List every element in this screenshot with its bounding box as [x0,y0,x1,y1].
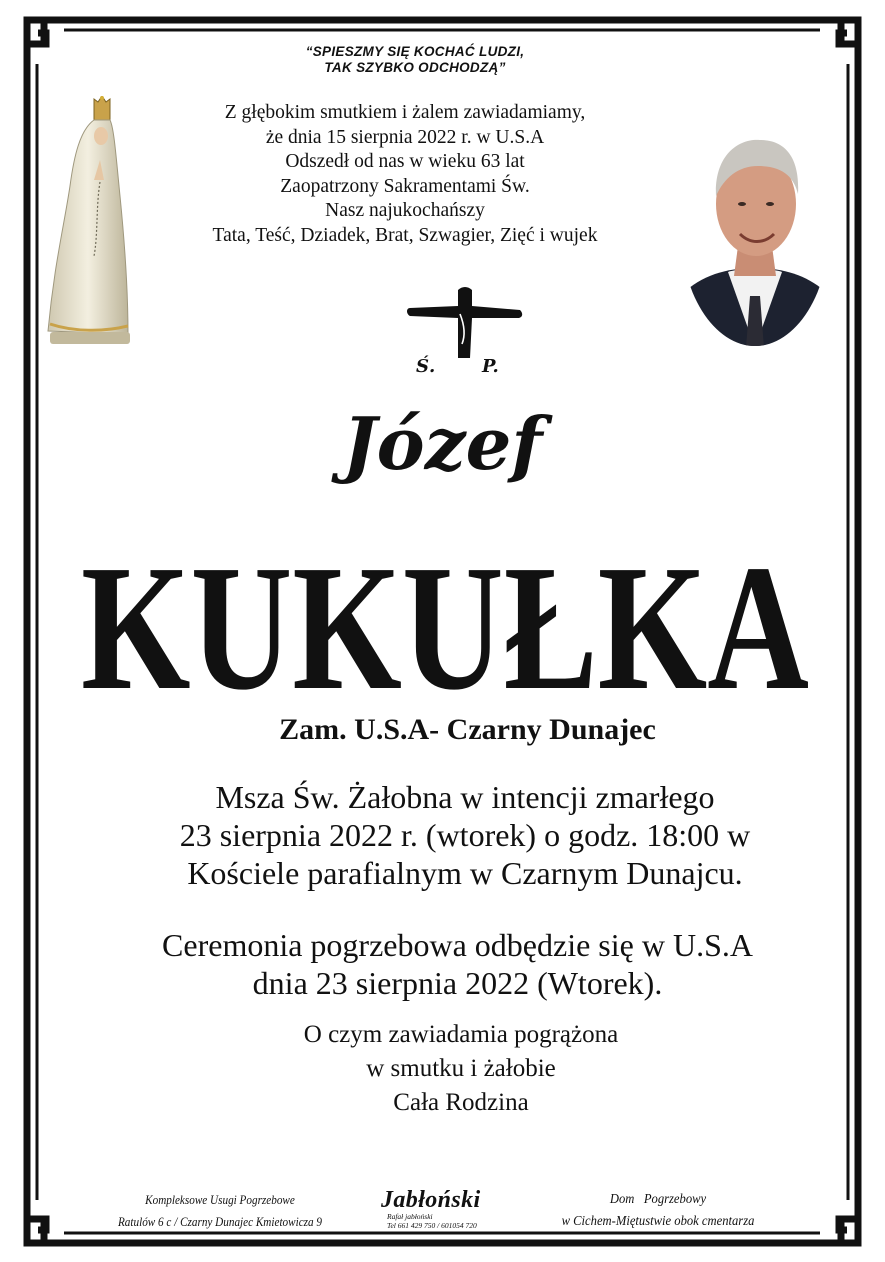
intro-line-1: Z głębokim smutkiem i żalem zawiadamiamy, [224,102,586,123]
quote-line-2: TAK SZYBKO ODCHODZĄ” [324,60,506,75]
intro-line-5: Nasz najukochańszy [325,200,485,221]
quote-line-1: “SPIESZMY SIĘ KOCHAĆ LUDZI, [305,44,525,59]
footer-right-line-2: w Cichem-Miętustwie obok cmentarza [561,1214,755,1229]
logo-contact [387,1212,477,1230]
closing-text [0,1018,885,1120]
footer-right-line-1: Dom Pogrzebowy [609,1192,707,1207]
cross-label: Ś. P. [402,284,404,285]
closing-line-1: O czym zawiadamia pogrążona [303,1021,619,1048]
residence: Zam. U.S.A- Czarny Dunajec [279,713,656,746]
intro-text [140,101,670,248]
surname: KUKUŁKA [81,528,809,712]
footer-left-line-2: Ratulów 6 c / Czarny Dunajec Kmietowicza 9 [117,1214,323,1229]
footer-funeral-services [117,1189,323,1233]
mass-announcement [0,778,885,892]
ceremony-line-2: dnia 23 sierpnia 2022 (Wtorek). [252,965,663,1001]
header-quote [180,44,650,76]
ceremony-line-1: Ceremonia pogrzebowa odbędzie się w U.S.A [162,927,753,963]
intro-line-6: Tata, Teść, Dziadek, Brat, Szwagier, Zięć i wujek [212,224,598,246]
ceremony-announcement [0,926,885,1002]
portrait-photo [680,96,830,348]
madonna-statue-icon [44,96,136,348]
logo-phone: Tel 661 429 750 / 601054 720 [387,1221,477,1230]
mass-line-2: 23 sierpnia 2022 r. (wtorek) o godz. 18:00 w [179,817,751,853]
intro-line-2: że dnia 15 sierpnia 2022 r. w U.S.A [265,126,545,148]
svg-text:P.: P. [482,356,499,376]
cross-icon [402,284,526,376]
mass-line-3: Kościele parafialnym w Czarnym Dunajcu. [187,855,743,891]
closing-line-2: w smutku i żałobie [366,1055,556,1082]
closing-line-3: Cała Rodzina [393,1089,529,1116]
svg-text:Ś.: Ś. [416,356,436,376]
first-name: Józef [342,401,543,486]
logo-owner: Rafał jabłoński [387,1212,433,1221]
footer-funeral-home [541,1189,775,1233]
mass-line-1: Msza Św. Żałobna w intencji zmarłego [215,779,715,815]
logo-name: Jabłoński [381,1187,481,1213]
footer-left-line-1: Kompleksowe Usugi Pogrzebowe [145,1192,295,1207]
funeral-home-logo [355,1184,515,1236]
intro-line-3: Odszedł od nas w wieku 63 lat [285,151,525,172]
surname-block [80,512,810,712]
intro-line-4: Zaopatrzony Sakramentami Św. [280,175,530,197]
